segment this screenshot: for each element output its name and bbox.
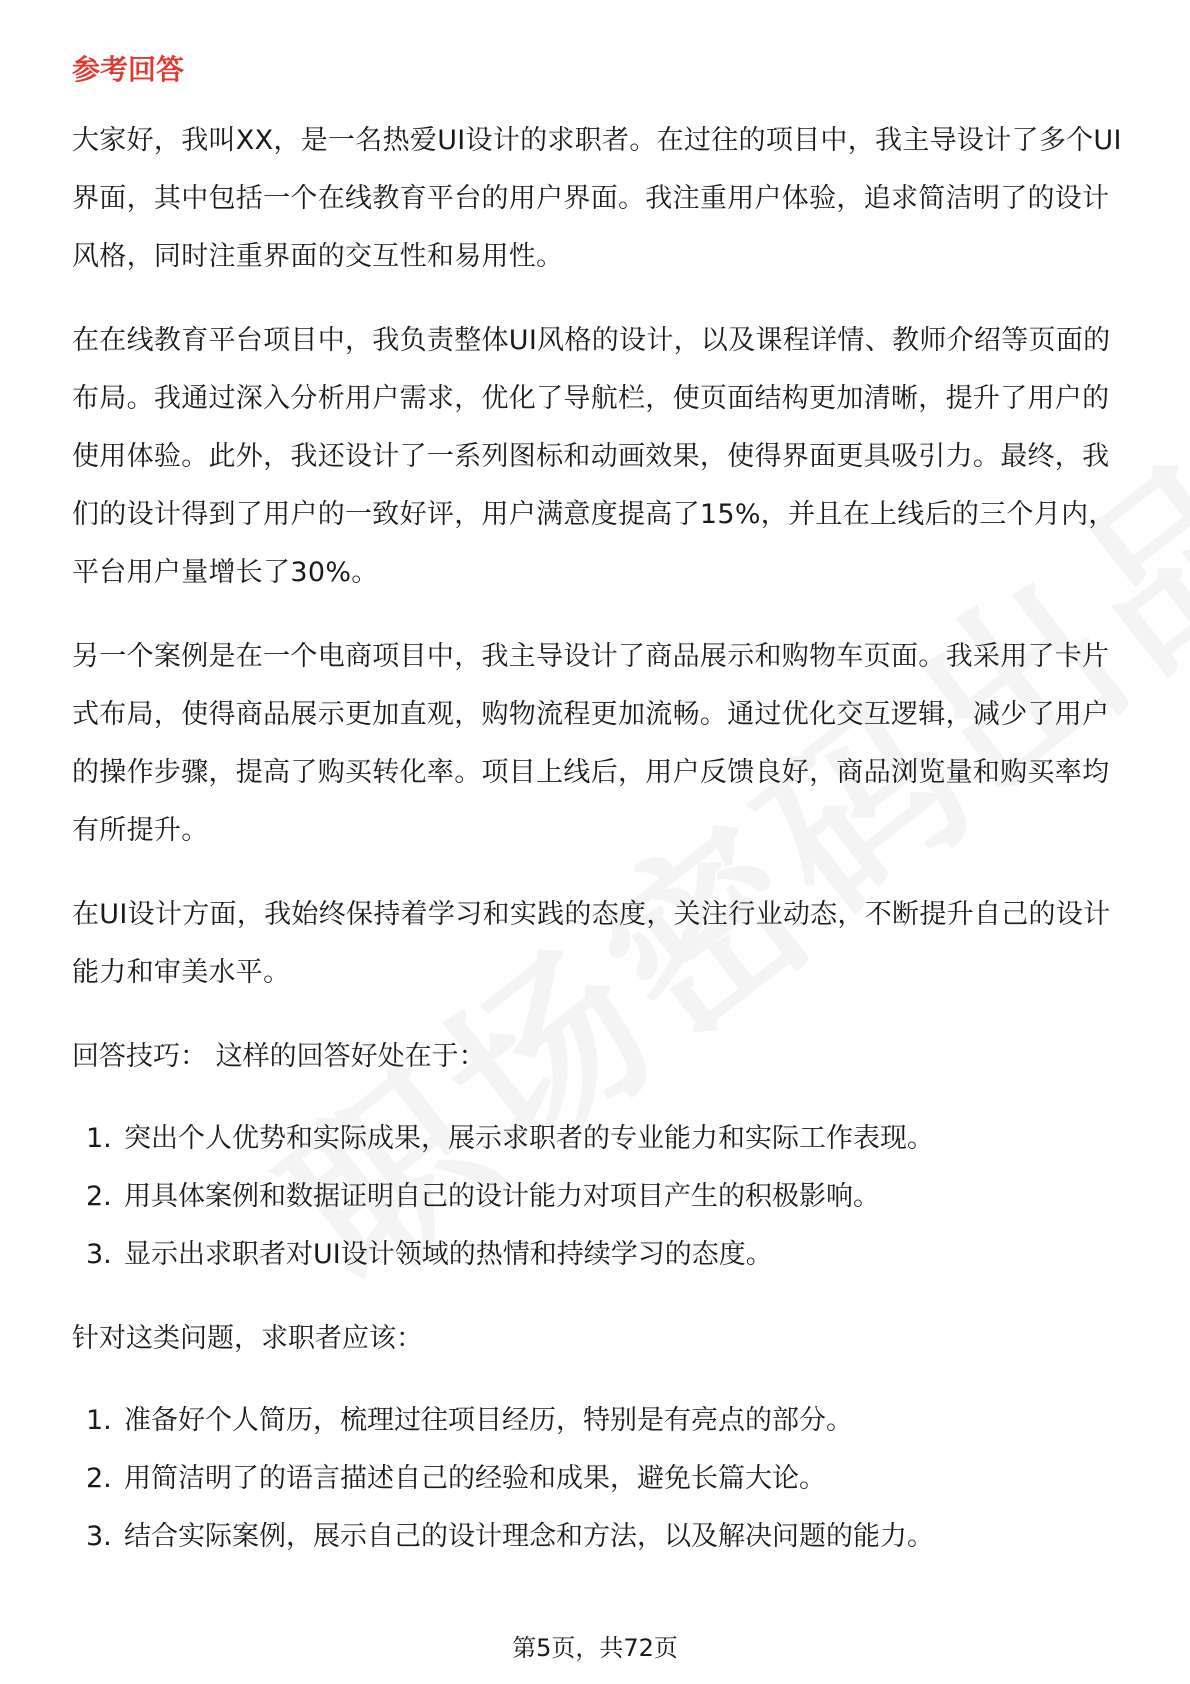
list-number: 1. — [86, 1405, 112, 1436]
list-item-text: 准备好个人简历，梳理过往项目经历，特别是有亮点的部分。 — [124, 1405, 853, 1436]
tips-label: 回答技巧： 这样的回答好处在于： — [72, 1041, 486, 1072]
list-number: 2. — [86, 1463, 112, 1494]
list-item-text: 显示出求职者对UI设计领域的热情和持续学习的态度。 — [124, 1239, 773, 1270]
document-page — [72, 48, 1132, 1592]
list-item — [72, 1450, 1132, 1508]
list-item — [72, 1508, 1132, 1566]
list-number: 3. — [86, 1521, 112, 1552]
list-item-text: 突出个人优势和实际成果，展示求职者的专业能力和实际工作表现。 — [124, 1123, 934, 1154]
page-number-footer: 第5页，共72页 — [512, 1634, 678, 1662]
list-number: 1. — [86, 1123, 112, 1154]
tips-list — [72, 1110, 1132, 1284]
list-item-text: 结合实际案例，展示自己的设计理念和方法，以及解决问题的能力。 — [124, 1521, 934, 1552]
list-item — [72, 1110, 1132, 1168]
list-number: 3. — [86, 1239, 112, 1270]
list-item — [72, 1226, 1132, 1284]
list-item — [72, 1168, 1132, 1226]
paragraph-intro: 大家好，我叫XX，是一名热爱UI设计的求职者。在过往的项目中，我主导设计了多个UI界面，其中包括一个在线教育平台的用户界面。我注重用户体验，追求简洁明了的设计风格，同时注重界面的交互性和易用性。 — [72, 125, 1122, 272]
advice-label: 针对这类问题，求职者应该： — [72, 1323, 423, 1354]
paragraph-education-project: 在在线教育平台项目中，我负责整体UI风格的设计，以及课程详情、教师介绍等页面的布局。我通过深入分析用户需求，优化了导航栏，使页面结构更加清晰，提升了用户的使用体验。此外，我还设计了一系列图标和动画效果，使得界面更具吸引力。最终，我们的设计得到了用户的一致好评，用户满意度提高了15%，并且在上线后的三个月内，平台用户量增长了30%。 — [72, 325, 1116, 588]
list-item-text: 用简洁明了的语言描述自己的经验和成果，避免长篇大论。 — [124, 1463, 826, 1494]
list-number: 2. — [86, 1181, 112, 1212]
section-heading: 参考回答 — [72, 53, 185, 86]
advice-list — [72, 1392, 1132, 1566]
list-item — [72, 1392, 1132, 1450]
paragraph-learning-attitude: 在UI设计方面，我始终保持着学习和实践的态度，关注行业动态，不断提升自己的设计能力和审美水平。 — [72, 899, 1111, 988]
list-item-text: 用具体案例和数据证明自己的设计能力对项目产生的积极影响。 — [124, 1181, 880, 1212]
paragraph-ecommerce-project: 另一个案例是在一个电商项目中，我主导设计了商品展示和购物车页面。我采用了卡片式布局，使得商品展示更加直观，购物流程更加流畅。通过优化交互逻辑，减少了用户的操作步骤，提高了购买转化率。项目上线后，用户反馈良好，商品浏览量和购买率均有所提升。 — [72, 641, 1110, 846]
